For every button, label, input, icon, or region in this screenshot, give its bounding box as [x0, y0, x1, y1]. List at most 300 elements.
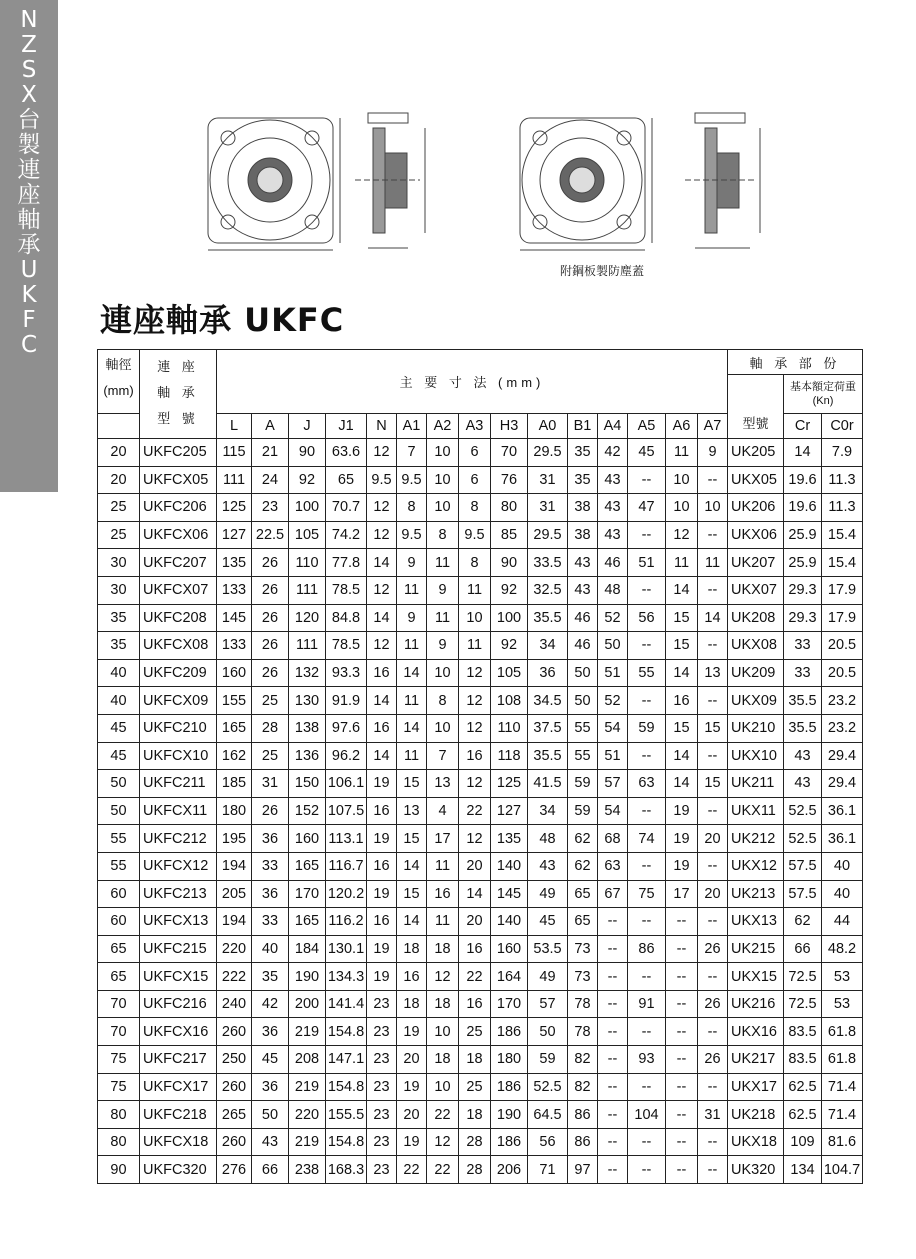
table-cell: 8 [427, 687, 459, 715]
table-cell: 81.6 [822, 1128, 863, 1156]
table-row [98, 1101, 863, 1129]
table-row [98, 1156, 863, 1184]
table-cell: 70 [98, 990, 140, 1018]
table-cell: 36.1 [822, 825, 863, 853]
table-cell: 41.5 [528, 770, 568, 798]
table-cell: -- [698, 797, 728, 825]
table-cell: 250 [217, 1046, 252, 1074]
table-cell: 14 [459, 880, 491, 908]
table-cell: -- [666, 963, 698, 991]
table-cell: 53 [822, 990, 863, 1018]
table-cell: 19.6 [784, 466, 822, 494]
table-cell: 14 [784, 439, 822, 467]
table-cell: 154.8 [326, 1018, 367, 1046]
side-label-char: K [21, 282, 37, 308]
table-cell: 16 [367, 714, 397, 742]
table-cell: 12 [459, 825, 491, 853]
table-cell: 10 [427, 1073, 459, 1101]
table-cell: 194 [217, 908, 252, 936]
table-cell: 19 [397, 1018, 427, 1046]
table-cell: 116.2 [326, 908, 367, 936]
table-cell: 30 [98, 576, 140, 604]
dim-col-header: B1 [568, 414, 598, 439]
table-cell: 43 [598, 494, 628, 522]
table-cell: 56 [528, 1128, 568, 1156]
table-cell: 15.4 [822, 521, 863, 549]
table-cell: 72.5 [784, 963, 822, 991]
table-cell: 19 [397, 1073, 427, 1101]
table-cell: 35 [568, 466, 598, 494]
table-cell: 57 [528, 990, 568, 1018]
table-cell: 57 [598, 770, 628, 798]
table-cell: 11 [459, 576, 491, 604]
table-cell: 26 [698, 990, 728, 1018]
table-cell: 160 [491, 935, 528, 963]
table-cell: 93 [628, 1046, 666, 1074]
bearing-model-cell: UKX16 [728, 1018, 784, 1046]
table-cell: 186 [491, 1128, 528, 1156]
table-cell: 18 [459, 1046, 491, 1074]
table-cell: 14 [666, 742, 698, 770]
table-cell: 10 [666, 466, 698, 494]
table-cell: 28 [252, 714, 289, 742]
table-cell: 18 [427, 990, 459, 1018]
shaft-header-unit: (mm) [103, 383, 134, 398]
table-cell: 155.5 [326, 1101, 367, 1129]
load-col-header: Cr [784, 414, 822, 439]
table-cell: 75 [98, 1046, 140, 1074]
dim-col-header: J [289, 414, 326, 439]
table-cell: 11 [397, 742, 427, 770]
table-cell: 23 [367, 1018, 397, 1046]
table-row [98, 604, 863, 632]
table-cell: -- [698, 1018, 728, 1046]
table-cell: -- [628, 1156, 666, 1184]
table-row [98, 825, 863, 853]
table-cell: 10 [427, 466, 459, 494]
table-cell: 219 [289, 1128, 326, 1156]
table-cell: 62 [784, 908, 822, 936]
table-cell: 10 [427, 659, 459, 687]
table-cell: 205 [217, 880, 252, 908]
table-cell: 9 [397, 604, 427, 632]
table-cell: 8 [459, 549, 491, 577]
table-cell: -- [628, 797, 666, 825]
table-cell: 10 [459, 604, 491, 632]
table-cell: 50 [568, 659, 598, 687]
table-cell: 240 [217, 990, 252, 1018]
table-cell: 194 [217, 852, 252, 880]
load-col-header: C0r [822, 414, 863, 439]
bearing-model-cell: UK216 [728, 990, 784, 1018]
table-cell: 92 [289, 466, 326, 494]
table-cell: 15.4 [822, 549, 863, 577]
bearing-drawings [190, 88, 810, 293]
table-cell: 170 [491, 990, 528, 1018]
table-cell: 19 [397, 1128, 427, 1156]
table-cell: 25 [98, 521, 140, 549]
table-cell: 140 [491, 908, 528, 936]
table-cell: 219 [289, 1018, 326, 1046]
side-label-char: S [21, 57, 37, 83]
table-cell: 31 [528, 466, 568, 494]
model-cell: UKFC211 [140, 770, 217, 798]
table-cell: 34.5 [528, 687, 568, 715]
table-cell: 29.5 [528, 521, 568, 549]
table-cell: 74.2 [326, 521, 367, 549]
dim-col-header: A1 [397, 414, 427, 439]
table-cell: -- [628, 521, 666, 549]
table-cell: 85 [491, 521, 528, 549]
table-cell: 9 [397, 549, 427, 577]
table-row [98, 852, 863, 880]
table-cell: 130 [289, 687, 326, 715]
table-cell: 26 [698, 1046, 728, 1074]
table-cell: 11 [459, 632, 491, 660]
table-cell: 11 [666, 549, 698, 577]
table-cell: 63.6 [326, 439, 367, 467]
spec-table-body [98, 439, 863, 1184]
table-cell: 16 [367, 908, 397, 936]
model-cell: UKFCX10 [140, 742, 217, 770]
table-cell: 132 [289, 659, 326, 687]
table-cell: 59 [628, 714, 666, 742]
table-cell: -- [628, 466, 666, 494]
model-cell: UKFCX05 [140, 466, 217, 494]
side-label-char: C [20, 332, 38, 358]
dim-col-header: A2 [427, 414, 459, 439]
table-cell: -- [598, 990, 628, 1018]
table-cell: 66 [784, 935, 822, 963]
table-cell: 35.5 [784, 687, 822, 715]
table-cell: 75 [628, 880, 666, 908]
dim-col-header: A7 [698, 414, 728, 439]
table-cell: 46 [598, 549, 628, 577]
table-cell: -- [598, 1156, 628, 1184]
table-cell: 59 [568, 770, 598, 798]
table-cell: 11 [666, 439, 698, 467]
table-cell: 135 [491, 825, 528, 853]
table-cell: 18 [427, 1046, 459, 1074]
table-cell: 76 [491, 466, 528, 494]
table-cell: 45 [528, 908, 568, 936]
table-cell: 17 [427, 825, 459, 853]
table-cell: 45 [98, 714, 140, 742]
table-cell: 54 [598, 797, 628, 825]
model-cell: UKFC209 [140, 659, 217, 687]
table-cell: 75 [98, 1073, 140, 1101]
table-cell: 170 [289, 880, 326, 908]
table-cell: 70 [491, 439, 528, 467]
table-cell: 222 [217, 963, 252, 991]
table-cell: 20 [98, 466, 140, 494]
table-cell: 120.2 [326, 880, 367, 908]
table-cell: 4 [427, 797, 459, 825]
table-cell: 70 [98, 1018, 140, 1046]
table-cell: 25 [98, 494, 140, 522]
side-label-char: U [20, 257, 38, 283]
table-cell: -- [628, 632, 666, 660]
model-header [140, 350, 217, 439]
table-cell: 49 [528, 963, 568, 991]
table-cell: 66 [252, 1156, 289, 1184]
table-cell: 43 [598, 466, 628, 494]
table-row [98, 908, 863, 936]
table-cell: 113.1 [326, 825, 367, 853]
table-cell: 36 [252, 1018, 289, 1046]
side-view-drawing-1 [355, 113, 425, 248]
table-cell: 91 [628, 990, 666, 1018]
table-cell: 15 [698, 770, 728, 798]
table-cell: -- [698, 1073, 728, 1101]
table-cell: 86 [568, 1101, 598, 1129]
table-cell: 74 [628, 825, 666, 853]
table-cell: 73 [568, 963, 598, 991]
table-cell: 127 [217, 521, 252, 549]
table-cell: -- [666, 1128, 698, 1156]
table-cell: 105 [289, 521, 326, 549]
bearing-model-cell: UKX05 [728, 466, 784, 494]
side-label-char: 製 [17, 132, 41, 158]
table-cell: 91.9 [326, 687, 367, 715]
table-cell: -- [698, 742, 728, 770]
table-cell: -- [598, 1101, 628, 1129]
table-cell: 13 [427, 770, 459, 798]
table-cell: 43 [252, 1128, 289, 1156]
table-cell: 24 [252, 466, 289, 494]
table-cell: 186 [491, 1018, 528, 1046]
table-cell: 276 [217, 1156, 252, 1184]
table-cell: 14 [397, 908, 427, 936]
table-cell: 265 [217, 1101, 252, 1129]
table-cell: 14 [397, 714, 427, 742]
table-cell: 47 [628, 494, 666, 522]
model-cell: UKFCX13 [140, 908, 217, 936]
model-cell: UKFCX18 [140, 1128, 217, 1156]
table-cell: 11 [397, 576, 427, 604]
table-cell: 72.5 [784, 990, 822, 1018]
table-cell: 29.3 [784, 604, 822, 632]
bearing-model-cell: UK205 [728, 439, 784, 467]
table-cell: 134.3 [326, 963, 367, 991]
bearing-model-cell: UKX17 [728, 1073, 784, 1101]
table-cell: 80 [98, 1128, 140, 1156]
table-cell: 48 [598, 576, 628, 604]
table-cell: 35 [98, 632, 140, 660]
table-cell: 8 [459, 494, 491, 522]
table-cell: 28 [459, 1128, 491, 1156]
table-cell: 127 [491, 797, 528, 825]
table-cell: 43 [784, 742, 822, 770]
shaft-header [98, 350, 140, 414]
table-cell: 12 [367, 494, 397, 522]
table-cell: 55 [98, 852, 140, 880]
table-cell: 18 [397, 990, 427, 1018]
table-cell: 52.5 [528, 1073, 568, 1101]
table-cell: 11 [698, 549, 728, 577]
table-cell: 100 [289, 494, 326, 522]
table-cell: 9 [698, 439, 728, 467]
table-cell: 16 [666, 687, 698, 715]
table-cell: 56 [628, 604, 666, 632]
table-cell: 155 [217, 687, 252, 715]
table-cell: 100 [491, 604, 528, 632]
table-cell: 25.9 [784, 521, 822, 549]
table-cell: 50 [98, 797, 140, 825]
table-cell: 12 [367, 576, 397, 604]
table-cell: 82 [568, 1073, 598, 1101]
table-cell: 17.9 [822, 576, 863, 604]
bearing-model-cell: UKX09 [728, 687, 784, 715]
table-row [98, 770, 863, 798]
model-cell: UKFCX08 [140, 632, 217, 660]
table-cell: 52 [598, 687, 628, 715]
bearing-model-cell: UK212 [728, 825, 784, 853]
side-label-char: 承 [17, 232, 41, 258]
table-cell: 32.5 [528, 576, 568, 604]
table-cell: 15 [397, 880, 427, 908]
table-cell: 26 [252, 576, 289, 604]
model-cell: UKFC210 [140, 714, 217, 742]
table-cell: 20 [459, 908, 491, 936]
table-cell: 111 [289, 576, 326, 604]
dim-col-header: A0 [528, 414, 568, 439]
table-cell: 7 [397, 439, 427, 467]
page-title: 連座軸承 UKFC [100, 301, 345, 339]
dim-col-header: A4 [598, 414, 628, 439]
table-cell: 133 [217, 632, 252, 660]
table-cell: 64.5 [528, 1101, 568, 1129]
table-cell: 40 [98, 687, 140, 715]
table-cell: 208 [289, 1046, 326, 1074]
side-label-char: 台 [17, 107, 41, 133]
table-cell: 125 [217, 494, 252, 522]
table-cell: -- [698, 632, 728, 660]
table-cell: 20 [397, 1046, 427, 1074]
table-cell: 44 [822, 908, 863, 936]
table-cell: 19 [367, 880, 397, 908]
table-cell: 206 [491, 1156, 528, 1184]
table-cell: 220 [217, 935, 252, 963]
table-cell: 13 [698, 659, 728, 687]
table-cell: 12 [459, 770, 491, 798]
table-cell: 6 [459, 466, 491, 494]
model-cell: UKFCX11 [140, 797, 217, 825]
table-cell: 40 [822, 880, 863, 908]
table-cell: 120 [289, 604, 326, 632]
table-cell: 52.5 [784, 797, 822, 825]
table-cell: 78.5 [326, 632, 367, 660]
table-cell: 22.5 [252, 521, 289, 549]
table-cell: 23 [367, 1101, 397, 1129]
table-cell: 6 [459, 439, 491, 467]
table-cell: -- [698, 521, 728, 549]
table-cell: 8 [397, 494, 427, 522]
table-cell: 36 [252, 880, 289, 908]
table-cell: 83.5 [784, 1046, 822, 1074]
bearing-model-cell: UK217 [728, 1046, 784, 1074]
table-row [98, 1128, 863, 1156]
model-cell: UKFCX07 [140, 576, 217, 604]
table-cell: 45 [98, 742, 140, 770]
table-cell: 92 [491, 632, 528, 660]
model-cell: UKFCX16 [140, 1018, 217, 1046]
table-cell: -- [698, 963, 728, 991]
side-label-char: 座 [17, 182, 41, 208]
table-cell: -- [698, 1128, 728, 1156]
table-cell: 29.5 [528, 439, 568, 467]
table-cell: 118 [491, 742, 528, 770]
table-cell: 53.5 [528, 935, 568, 963]
dim-col-header: H3 [491, 414, 528, 439]
bearing-model-cell: UKX06 [728, 521, 784, 549]
table-row [98, 439, 863, 467]
table-cell: 40 [252, 935, 289, 963]
bearing-model-cell: UK211 [728, 770, 784, 798]
table-cell: 31 [528, 494, 568, 522]
table-row [98, 990, 863, 1018]
shaft-header-line: 軸徑 [105, 357, 132, 372]
table-cell: 19 [367, 935, 397, 963]
table-cell: 105 [491, 659, 528, 687]
table-cell: 71.4 [822, 1101, 863, 1129]
table-cell: 111 [289, 632, 326, 660]
table-cell: 125 [491, 770, 528, 798]
table-cell: 97 [568, 1156, 598, 1184]
table-cell: 10 [427, 494, 459, 522]
table-cell: 18 [459, 1101, 491, 1129]
table-cell: 19 [666, 852, 698, 880]
table-cell: 63 [628, 770, 666, 798]
table-cell: -- [598, 1018, 628, 1046]
model-header-line-3: 型 號 [157, 411, 199, 426]
table-cell: 78.5 [326, 576, 367, 604]
bearing-model-cell: UKX12 [728, 852, 784, 880]
table-cell: 40 [822, 852, 863, 880]
table-cell: 138 [289, 714, 326, 742]
side-view-drawing-2 [685, 113, 760, 248]
table-cell: 180 [217, 797, 252, 825]
table-cell: 62.5 [784, 1101, 822, 1129]
table-cell: 220 [289, 1101, 326, 1129]
table-cell: 141.4 [326, 990, 367, 1018]
bearing-model-cell: UK210 [728, 714, 784, 742]
table-row [98, 1018, 863, 1046]
table-cell: 12 [367, 632, 397, 660]
table-cell: 18 [397, 935, 427, 963]
table-cell: -- [598, 1128, 628, 1156]
table-cell: -- [628, 1018, 666, 1046]
table-cell: 35 [252, 963, 289, 991]
table-cell: -- [628, 576, 666, 604]
front-view-drawing-2 [520, 118, 652, 250]
table-cell: 133 [217, 576, 252, 604]
table-cell: 15 [666, 604, 698, 632]
spec-table [97, 349, 863, 1184]
table-cell: 10 [698, 494, 728, 522]
model-cell: UKFCX06 [140, 521, 217, 549]
table-cell: 25 [459, 1018, 491, 1046]
table-cell: 16 [367, 852, 397, 880]
table-cell: -- [666, 1046, 698, 1074]
table-cell: 65 [98, 963, 140, 991]
dim-col-header: L [217, 414, 252, 439]
table-cell: 23 [367, 1128, 397, 1156]
model-cell: UKFC206 [140, 494, 217, 522]
shaft-header-cont [98, 414, 140, 439]
table-cell: 43 [568, 549, 598, 577]
load-header-line: 基本額定荷重 [790, 381, 856, 393]
